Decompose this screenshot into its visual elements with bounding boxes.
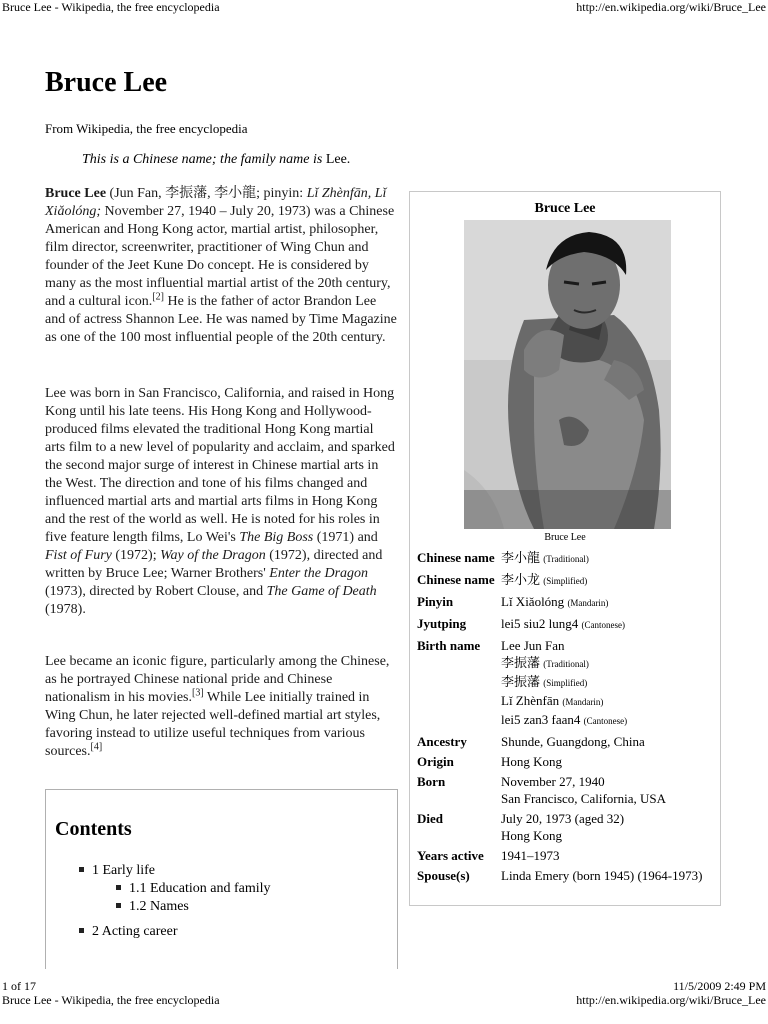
infobox-value: 李小龙 (Simplified) [501, 572, 588, 587]
toc-title: Contents [55, 818, 132, 840]
intro-paragraph-1: Bruce Lee (Jun Fan, 李振藩, 李小龍; pinyin: Lǐ Zhènfān, Lǐ Xiǎolóng; November 27, 1940 – July 20, 1973) was a Chinese American and Hong Kong actor, martial artist, philosopher, film director, screenwriter, practitioner of Wing Chun and founder of the Jeet Kune Do concept. He is considered by many as the most influential martial artist of the 20th century, and a cultural icon.[2] He is the father of actor Brandon Lee and of actress Shannon Lee. He was named by Time Magazine as one of the 100 most influential people of the 20th century. [45, 186, 397, 345]
portrait-photo[interactable] [464, 220, 671, 529]
infobox-row [417, 753, 717, 773]
infobox-row [417, 810, 717, 847]
infobox-value: lei5 siu2 lung4 (Cantonese) [501, 616, 626, 631]
bullet-icon [116, 903, 121, 908]
infobox-label: Died [417, 811, 443, 826]
intro-paragraph-3: Lee became an iconic figure, particularly among the Chinese, as he portrayed Chinese national pride and Chinese nationalism in his movies.[3] While Lee initially trained in Wing Chun, he later rejected well-defined martial art styles, favoring instead to utilize useful techniques from various sources.[4] [45, 654, 390, 759]
intro-paragraph-2: Lee was born in San Francisco, California, and raised in Hong Kong until his late teens. His Hong Kong and Hollywood-produced films elevated the traditional Hong Kong martial arts film to a new level of popularity and acclaim, and sparked the second major surge of interest in Chinese martial arts in the West. The direction and tone of his films changed and influenced martial arts and martial arts films in Hong Kong and the rest of the world as well. He is noted for his roles in five feature length films, Lo Wei's The Big Boss (1971) and Fist of Fury (1972); Way of the Dragon (1972), directed and written by Bruce Lee; Warner Brothers' Enter the Dragon (1973), directed by Robert Clouse, and The Game of Death (1978). [45, 386, 395, 617]
bullet-icon [79, 867, 84, 872]
infobox-label: Pinyin [417, 594, 454, 609]
film-link[interactable]: Way of the Dragon [160, 548, 266, 563]
reference-link[interactable]: [4] [90, 741, 103, 753]
infobox-row [417, 615, 717, 637]
infobox-row [417, 847, 717, 867]
toc-item[interactable]: 1 Early life [79, 862, 155, 880]
infobox-row [417, 549, 717, 571]
bullet-icon [79, 928, 84, 933]
infobox-title: Bruce Lee [534, 201, 596, 216]
infobox-row [417, 733, 717, 753]
infobox-label: Spouse(s) [417, 868, 470, 883]
print-footer-url[interactable]: http://en.wikipedia.org/wiki/Bruce_Lee [576, 993, 766, 1007]
bullet-icon [116, 885, 121, 890]
infobox-label: Jyutping [417, 616, 467, 631]
infobox-value: Lee Jun Fan 李振藩 (Traditional) 李振藩 (Simplified) Lǐ Zhènfān (Mandarin) lei5 zan3 faan4 (Cantonese) [501, 638, 628, 727]
reference-link[interactable]: [3] [192, 687, 204, 699]
infobox-row [417, 867, 717, 887]
infobox-value: November 27, 1940 San Francisco, California, USA [501, 774, 667, 806]
film-link[interactable]: The Big Boss [239, 530, 314, 545]
hatnote: This is a Chinese name; the family name is Lee. [82, 152, 351, 167]
print-footer-title: Bruce Lee - Wikipedia, the free encyclopedia [2, 993, 220, 1007]
infobox-label: Chinese name [417, 550, 495, 565]
page-title: Bruce Lee [45, 67, 168, 98]
infobox-value: Hong Kong [501, 754, 563, 769]
infobox-value: 1941–1973 [501, 848, 560, 863]
infobox-row [417, 593, 717, 615]
infobox-label: Origin [417, 754, 454, 769]
infobox-value: Shunde, Guangdong, China [501, 734, 645, 749]
infobox-row [417, 637, 717, 733]
infobox-label: Years active [417, 848, 484, 863]
film-link[interactable]: Enter the Dragon [269, 566, 369, 581]
infobox-value: July 20, 1973 (aged 32) Hong Kong [501, 811, 625, 843]
infobox-label: Chinese name [417, 572, 495, 587]
print-footer-page-count: 1 of 17 [2, 979, 36, 993]
print-header-url[interactable]: http://en.wikipedia.org/wiki/Bruce_Lee [576, 0, 766, 14]
infobox-value: 李小龍 (Traditional) [501, 550, 589, 565]
infobox-row [417, 571, 717, 593]
infobox-label: Birth name [417, 638, 481, 653]
print-footer-datetime: 11/5/2009 2:49 PM [673, 979, 766, 993]
infobox-label: Ancestry [417, 734, 467, 749]
toc-item[interactable]: 2 Acting career [79, 923, 178, 941]
infobox-value: Linda Emery (born 1945) (1964-1973) [501, 868, 703, 883]
article-subject: Bruce Lee [45, 186, 107, 201]
reference-link[interactable]: [2] [152, 291, 164, 303]
film-link[interactable]: The Game of Death [266, 584, 377, 599]
toc-item[interactable]: 1.2 Names [116, 898, 189, 916]
infobox-label: Born [417, 774, 446, 789]
portrait-caption: Bruce Lee [544, 532, 586, 543]
film-link[interactable]: Fist of Fury [45, 548, 112, 563]
toc-item[interactable]: 1.1 Education and family [116, 880, 271, 898]
infobox-table [417, 549, 717, 887]
table-of-contents [45, 789, 398, 969]
infobox [409, 191, 721, 906]
print-header-title: Bruce Lee - Wikipedia, the free encyclopedia [2, 0, 220, 14]
site-sub: From Wikipedia, the free encyclopedia [45, 121, 248, 136]
infobox-row [417, 773, 717, 810]
infobox-value: Lǐ Xiǎolóng (Mandarin) [501, 594, 609, 609]
